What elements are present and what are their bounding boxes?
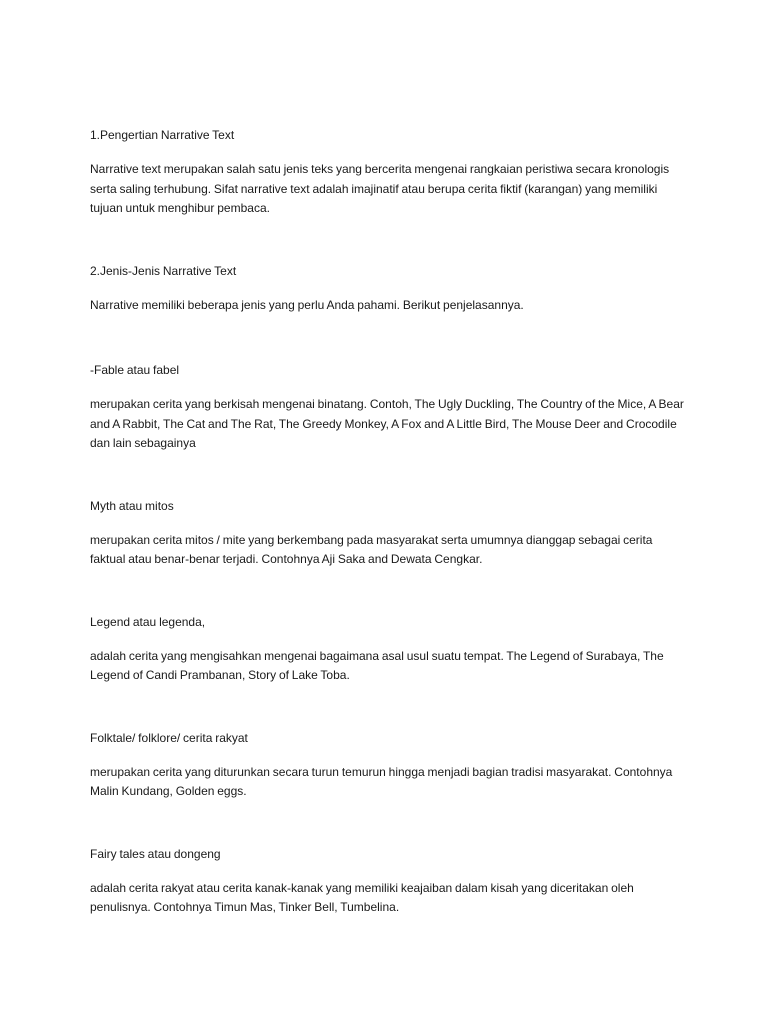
section-heading-fairy-tales: Fairy tales atau dongeng xyxy=(90,846,221,861)
section-body-legend: adalah cerita yang mengisahkan mengenai bagaimana asal usul suatu tempat. The Legend of Surabaya, The Legend of Candi Prambanan, Story of Lake Toba. xyxy=(90,648,664,682)
section-body-myth: merupakan cerita mitos / mite yang berkembang pada masyarakat serta umumnya dianggap sebagai cerita faktual atau benar-benar terjadi. Contohnya Aji Saka and Dewata Cengkar. xyxy=(90,532,653,566)
section-body-pengertian: Narrative text merupakan salah satu jenis teks yang bercerita mengenai rangkaian peristiwa secara kronologis serta saling terhubung. Sifat narrative text adalah imajinatif atau berupa cerita fiktif (karangan) yang memiliki tujuan untuk menghibur pembaca. xyxy=(90,162,670,215)
section-heading-folktale: Folktale/ folklore/ cerita rakyat xyxy=(90,730,248,745)
section-heading-fable: -Fable atau fabel xyxy=(90,363,180,377)
section-body-folktale: merupakan cerita yang diturunkan secara turun temurun hingga menjadi bagian tradisi masyarakat. Contohnya Malin Kundang, Golden eggs. xyxy=(90,764,673,798)
document-body xyxy=(90,126,690,918)
section-heading-pengertian: 1.Pengertian Narrative Text xyxy=(90,128,235,142)
section-body-fable: merupakan cerita yang berkisah mengenai binatang. Contoh, The Ugly Duckling, The Country of the Mice, A Bear and A Rabbit, The Cat and The Rat, The Greedy Monkey, A Fox and A Little Bird, The Mouse Deer and Crocodile dan lain sebagainya xyxy=(90,397,684,450)
section-body-fairy-tales: adalah cerita rakyat atau cerita kanak-kanak yang memiliki keajaiban dalam kisah yang diceritakan oleh penulisnya. Contohnya Timun Mas, Tinker Bell, Tumbelina. xyxy=(90,880,634,914)
section-heading-jenis: 2.Jenis-Jenis Narrative Text xyxy=(90,263,237,278)
section-heading-myth: Myth atau mitos xyxy=(90,498,174,513)
section-body-jenis: Narrative memiliki beberapa jenis yang perlu Anda pahami. Berikut penjelasannya. xyxy=(90,297,524,312)
section-heading-legend: Legend atau legenda, xyxy=(90,614,206,629)
